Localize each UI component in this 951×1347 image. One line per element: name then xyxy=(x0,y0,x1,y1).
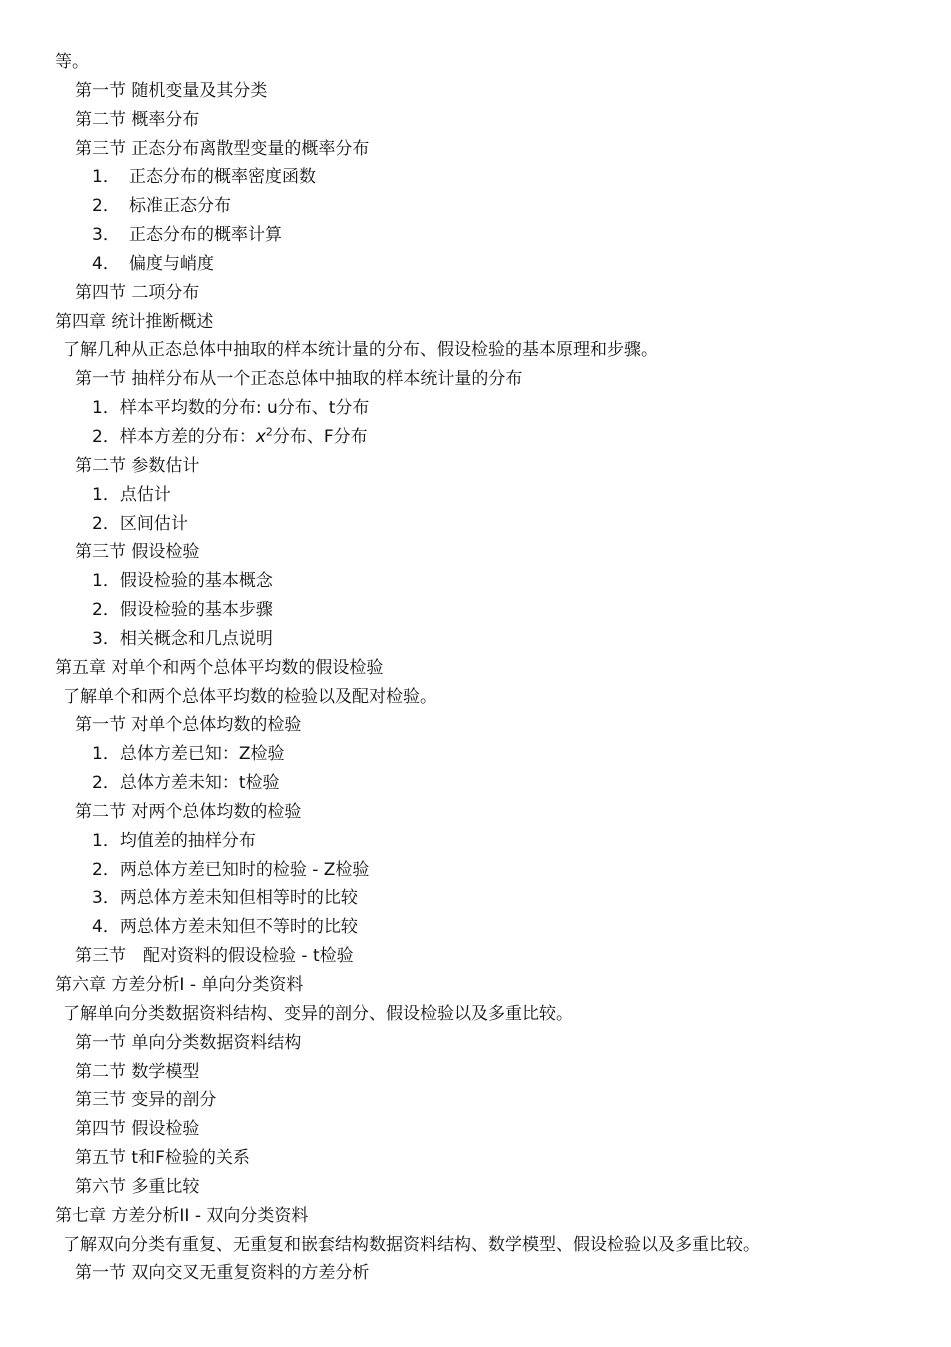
item-number: 4． xyxy=(92,253,120,274)
math-superscript: 2 xyxy=(265,425,273,439)
list-item: 2．假设检验的基本步骤 xyxy=(92,600,273,621)
chapter-summary: 了解单向分类数据资料结构、变异的剖分、假设检验以及多重比较。 xyxy=(63,1003,573,1024)
section-heading: 第三节 配对资料的假设检验 - t检验 xyxy=(75,946,354,967)
section-heading: 第二节 数学模型 xyxy=(75,1061,200,1082)
list-item xyxy=(0,250,951,279)
section-heading: 第二节 概率分布 xyxy=(75,109,200,130)
section-heading: 第二节 对两个总体均数的检验 xyxy=(75,801,302,822)
item-number: 1． xyxy=(92,167,120,188)
section-heading: 第四节 假设检验 xyxy=(75,1119,200,1140)
item-text: 分布、F分布 xyxy=(272,426,368,447)
section-heading: 第六节 多重比较 xyxy=(75,1176,200,1197)
chapter-summary: 了解单个和两个总体平均数的检验以及配对检验。 xyxy=(63,686,437,707)
section-heading: 第二节 参数估计 xyxy=(75,455,200,476)
list-item xyxy=(0,163,951,192)
chapter-heading: 第四章 统计推断概述 xyxy=(55,311,214,332)
section-heading: 第一节 双向交叉无重复资料的方差分析 xyxy=(75,1263,370,1284)
list-item: 1．样本平均数的分布: u分布、t分布 xyxy=(92,398,370,419)
math-symbol: x xyxy=(255,426,266,447)
item-number: 3． xyxy=(92,225,120,246)
list-item: 4．两总体方差未知但不等时的比较 xyxy=(92,917,358,938)
list-item: 1．点估计 xyxy=(92,484,171,505)
list-item xyxy=(0,192,951,221)
section-heading: 第三节 假设检验 xyxy=(75,542,200,563)
item-text: 正态分布的概率密度函数 xyxy=(129,167,316,188)
section-heading: 第一节 抽样分布从一个正态总体中抽取的样本统计量的分布 xyxy=(75,369,523,390)
list-item: 2．区间估计 xyxy=(92,513,188,534)
section-heading: 第三节 变异的剖分 xyxy=(75,1090,217,1111)
list-item: 3．两总体方差未知但相等时的比较 xyxy=(92,888,358,909)
item-number: 2． xyxy=(92,196,120,217)
item-text: 正态分布的概率计算 xyxy=(129,225,282,246)
item-text: 偏度与峭度 xyxy=(129,253,214,274)
section-heading: 第一节 对单个总体均数的检验 xyxy=(75,715,302,736)
section-heading: 第四节 二项分布 xyxy=(75,282,200,303)
section-heading: 第一节 单向分类数据资料结构 xyxy=(75,1032,302,1053)
section-heading: 第一节 随机变量及其分类 xyxy=(75,80,268,101)
list-item: 3．相关概念和几点说明 xyxy=(92,628,273,649)
list-item: 2．两总体方差已知时的检验 - Z检验 xyxy=(92,859,370,880)
chapter-heading: 第五章 对单个和两个总体平均数的假设检验 xyxy=(55,657,384,678)
item-text: 2．样本方差的分布： xyxy=(92,426,256,447)
chapter-summary: 了解双向分类有重复、无重复和嵌套结构数据资料结构、数学模型、假设检验以及多重比较。 xyxy=(63,1234,760,1255)
list-item xyxy=(0,221,951,250)
list-item: 2．总体方差未知：t检验 xyxy=(92,773,280,794)
section-heading: 第五节 t和F检验的关系 xyxy=(75,1148,250,1169)
list-item xyxy=(0,423,951,452)
list-item: 1．假设检验的基本概念 xyxy=(92,571,273,592)
item-text: 标准正态分布 xyxy=(129,196,231,217)
chapter-heading: 第七章 方差分析II - 双向分类资料 xyxy=(55,1205,309,1226)
chapter-heading: 第六章 方差分析I - 单向分类资料 xyxy=(55,975,304,995)
text-line: 等。 xyxy=(55,52,89,72)
chapter-summary: 了解几种从正态总体中抽取的样本统计量的分布、假设检验的基本原理和步骤。 xyxy=(63,340,658,361)
section-heading: 第三节 正态分布离散型变量的概率分布 xyxy=(75,138,370,159)
list-item: 1．总体方差已知：Z检验 xyxy=(92,744,285,765)
list-item: 1．均值差的抽样分布 xyxy=(92,830,256,851)
